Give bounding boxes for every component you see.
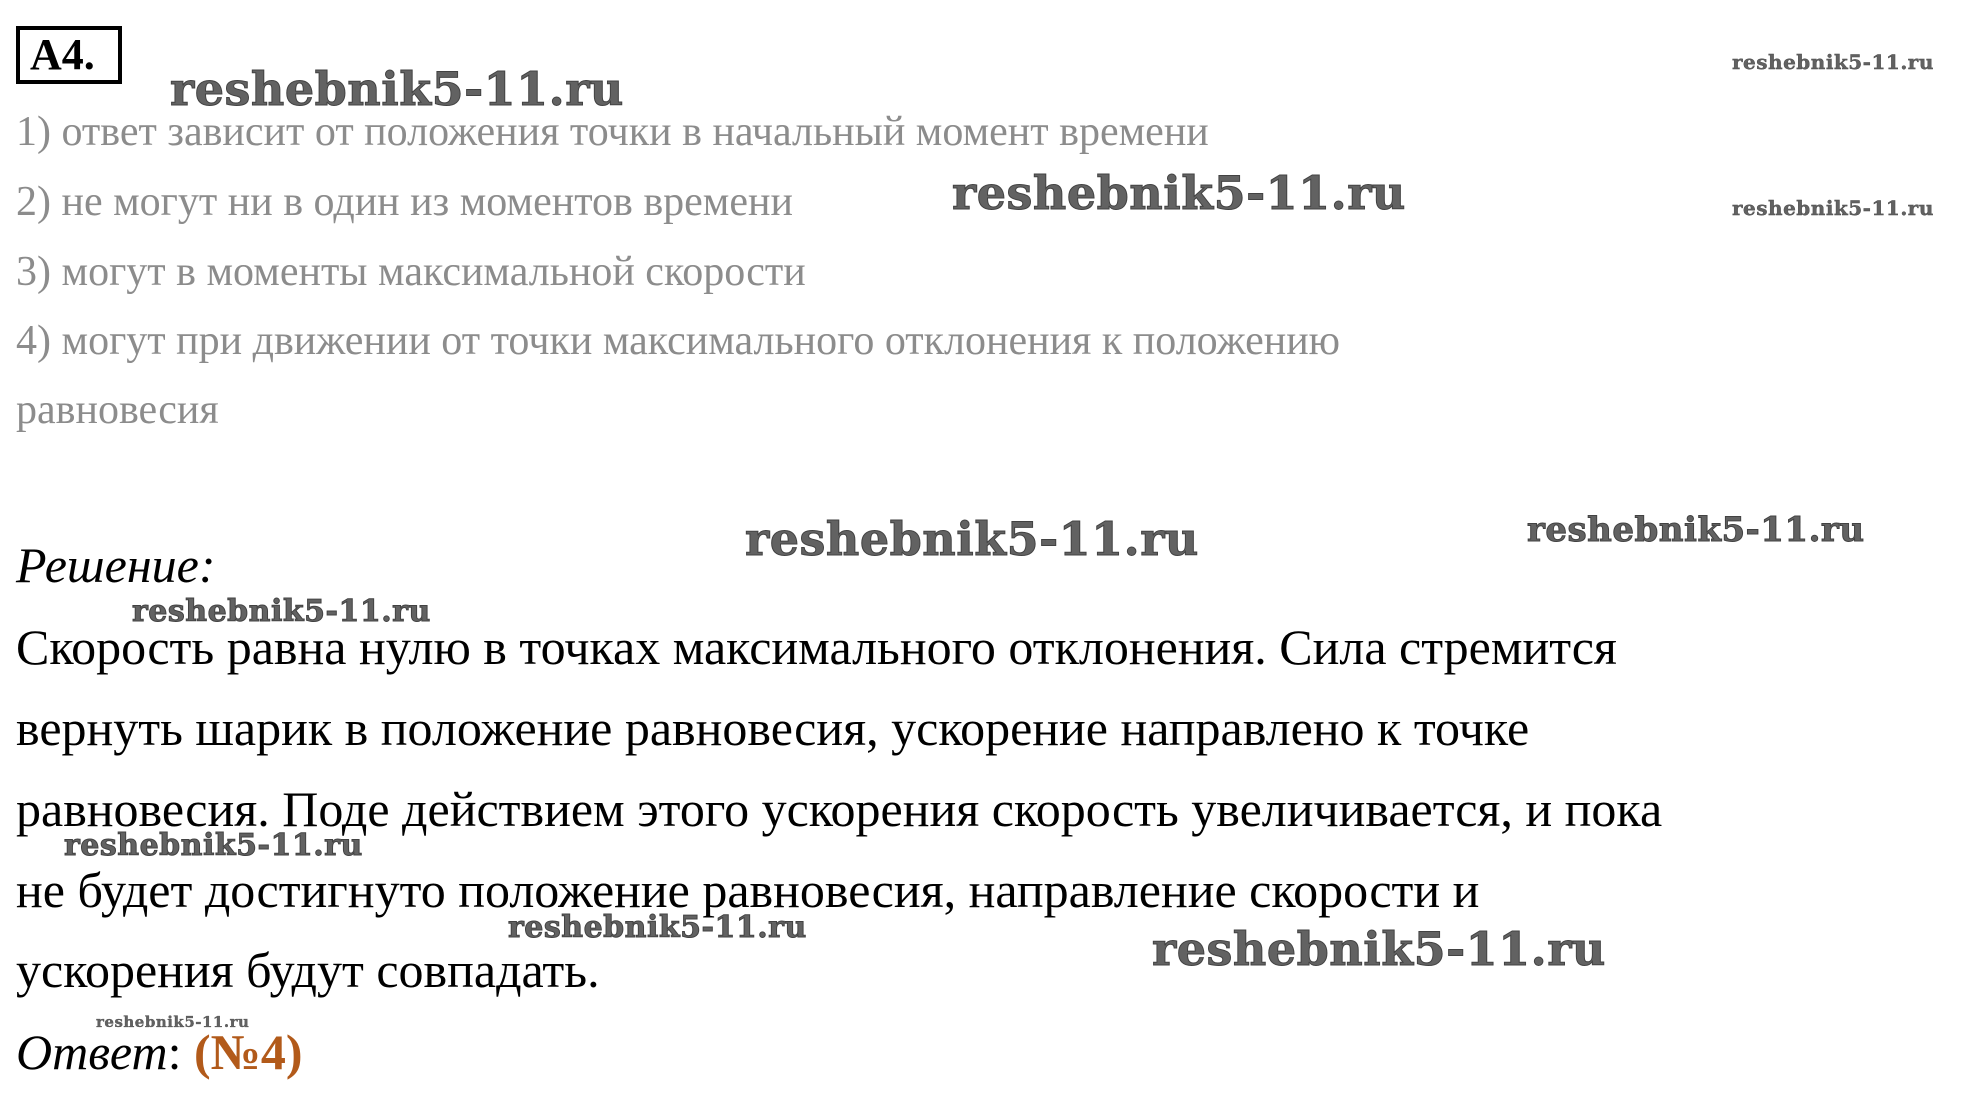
answer-label: Ответ — [16, 1024, 168, 1080]
answer-line — [16, 1022, 303, 1082]
solution-heading-colon: : — [198, 537, 216, 593]
solution-line-3: равновесия. Поде действием этого ускорения скорость увеличивается, и пока — [16, 781, 1663, 837]
watermark: reshebnik5-11.ru — [952, 166, 1406, 220]
option-3: 3) могут в моменты максимальной скорости — [16, 249, 806, 295]
watermark: reshebnik5-11.ru — [508, 910, 807, 945]
option-2: 2) не могут ни в один из моментов времени — [16, 179, 793, 225]
watermark: reshebnik5-11.ru — [1732, 196, 1934, 220]
watermark: reshebnik5-11.ru — [64, 828, 363, 863]
solution-line-1: Скорость равна нулю в точках максимального отклонения. Сила стремится — [16, 619, 1617, 675]
watermark: reshebnik5-11.ru — [132, 594, 431, 629]
solution-heading-text: Решение — [16, 537, 199, 593]
option-1: 1) ответ зависит от положения точки в начальный момент времени — [16, 109, 1209, 155]
watermark: reshebnik5-11.ru — [1527, 510, 1865, 550]
watermark: reshebnik5-11.ru — [745, 512, 1199, 566]
solution-line-5: ускорения будут совпадать. — [16, 942, 600, 998]
watermark: reshebnik5-11.ru — [96, 1013, 250, 1031]
watermark: reshebnik5-11.ru — [1152, 922, 1606, 976]
task-number-box: A4. — [16, 26, 122, 84]
watermark: reshebnik5-11.ru — [1732, 50, 1934, 74]
solution-line-2: вернуть шарик в положение равновесия, ускорение направлено к точке — [16, 700, 1530, 756]
solution-line-4: не будет достигнуто положение равновесия, направление скорости и — [16, 862, 1480, 918]
option-4: 4) могут при движении от точки максимального отклонения к положению — [16, 318, 1341, 364]
answer-value: (№4) — [193, 1024, 303, 1080]
watermark: reshebnik5-11.ru — [170, 62, 624, 116]
option-4-continuation: равновесия — [16, 387, 219, 433]
solution-heading — [16, 535, 216, 595]
answer-colon: : — [167, 1024, 194, 1080]
